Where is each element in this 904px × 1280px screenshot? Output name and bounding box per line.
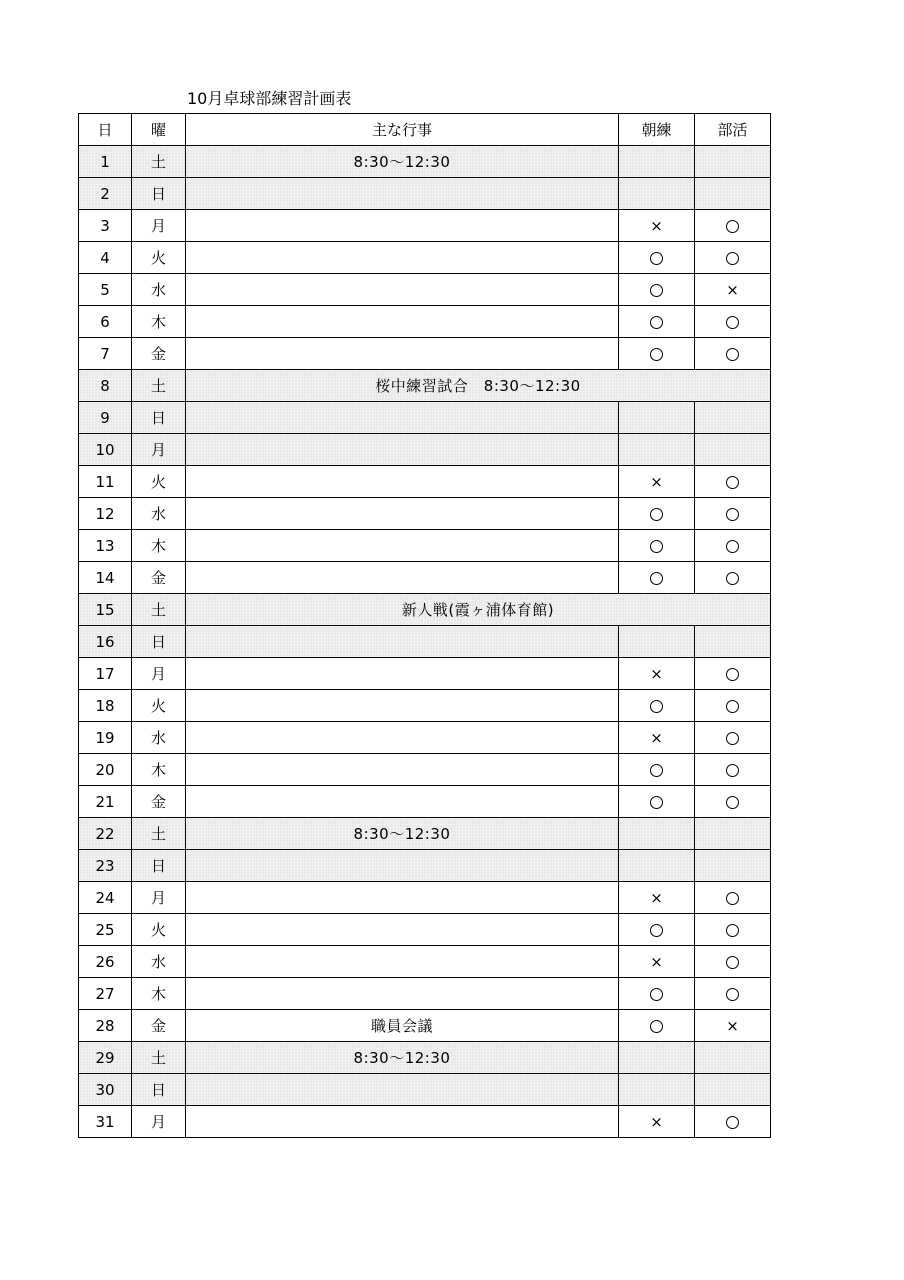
club-activity-cell	[695, 978, 771, 1010]
club-activity-cell	[695, 1010, 771, 1042]
weekday-cell: 日	[132, 402, 186, 434]
weekday-cell: 土	[132, 146, 186, 178]
event-cell: 桜中練習試合 8:30〜12:30	[186, 370, 771, 402]
day-cell: 26	[79, 946, 132, 978]
circle-mark-icon	[650, 252, 663, 265]
day-cell: 17	[79, 658, 132, 690]
circle-mark-icon	[726, 796, 739, 809]
morning-practice-cell	[619, 850, 695, 882]
circle-mark-icon	[726, 700, 739, 713]
club-activity-cell	[695, 274, 771, 306]
event-cell	[186, 562, 619, 594]
table-row	[79, 402, 771, 434]
circle-mark-icon	[650, 764, 663, 777]
club-activity-cell	[695, 850, 771, 882]
table-row	[79, 338, 771, 370]
day-cell: 10	[79, 434, 132, 466]
circle-mark-icon	[726, 572, 739, 585]
morning-practice-cell	[619, 658, 695, 690]
cross-mark-icon: ×	[650, 952, 663, 971]
table-row	[79, 466, 771, 498]
morning-practice-cell	[619, 146, 695, 178]
day-cell: 2	[79, 178, 132, 210]
morning-practice-cell	[619, 178, 695, 210]
weekday-cell: 水	[132, 946, 186, 978]
morning-practice-cell	[619, 562, 695, 594]
circle-mark-icon	[726, 988, 739, 1001]
morning-practice-cell	[619, 434, 695, 466]
weekday-cell: 金	[132, 786, 186, 818]
morning-practice-cell	[619, 242, 695, 274]
weekday-cell: 金	[132, 562, 186, 594]
morning-practice-cell	[619, 754, 695, 786]
weekday-cell: 日	[132, 1074, 186, 1106]
circle-mark-icon	[650, 508, 663, 521]
morning-practice-cell	[619, 690, 695, 722]
day-cell: 27	[79, 978, 132, 1010]
weekday-cell: 土	[132, 818, 186, 850]
table-row	[79, 1106, 771, 1138]
weekday-cell: 月	[132, 882, 186, 914]
table-row	[79, 946, 771, 978]
day-cell: 3	[79, 210, 132, 242]
table-row	[79, 882, 771, 914]
circle-mark-icon	[726, 476, 739, 489]
event-cell	[186, 626, 619, 658]
circle-mark-icon	[650, 572, 663, 585]
event-cell	[186, 946, 619, 978]
circle-mark-icon	[726, 252, 739, 265]
circle-mark-icon	[726, 924, 739, 937]
circle-mark-icon	[726, 316, 739, 329]
circle-mark-icon	[650, 1020, 663, 1033]
circle-mark-icon	[650, 700, 663, 713]
day-cell: 16	[79, 626, 132, 658]
header-row	[79, 114, 771, 146]
club-activity-cell	[695, 562, 771, 594]
cross-mark-icon: ×	[650, 472, 663, 491]
day-cell: 1	[79, 146, 132, 178]
day-cell: 9	[79, 402, 132, 434]
event-cell	[186, 722, 619, 754]
day-cell: 24	[79, 882, 132, 914]
day-cell: 14	[79, 562, 132, 594]
circle-mark-icon	[726, 732, 739, 745]
day-cell: 7	[79, 338, 132, 370]
club-activity-cell	[695, 882, 771, 914]
club-activity-cell	[695, 306, 771, 338]
table-row	[79, 850, 771, 882]
day-cell: 29	[79, 1042, 132, 1074]
circle-mark-icon	[650, 316, 663, 329]
day-cell: 18	[79, 690, 132, 722]
table-row	[79, 274, 771, 306]
morning-practice-cell	[619, 402, 695, 434]
header-day: 日	[79, 114, 132, 146]
circle-mark-icon	[650, 348, 663, 361]
day-cell: 13	[79, 530, 132, 562]
day-cell: 31	[79, 1106, 132, 1138]
event-cell	[186, 402, 619, 434]
event-cell	[186, 1106, 619, 1138]
day-cell: 28	[79, 1010, 132, 1042]
event-cell	[186, 690, 619, 722]
event-cell	[186, 754, 619, 786]
weekday-cell: 月	[132, 210, 186, 242]
club-activity-cell	[695, 434, 771, 466]
weekday-cell: 金	[132, 338, 186, 370]
morning-practice-cell	[619, 210, 695, 242]
morning-practice-cell	[619, 786, 695, 818]
table-body	[79, 146, 771, 1138]
circle-mark-icon	[726, 1116, 739, 1129]
table-row	[79, 818, 771, 850]
table-row	[79, 786, 771, 818]
circle-mark-icon	[650, 796, 663, 809]
club-activity-cell	[695, 1074, 771, 1106]
event-cell	[186, 1074, 619, 1106]
weekday-cell: 日	[132, 850, 186, 882]
practice-plan-table	[78, 113, 771, 1138]
club-activity-cell	[695, 530, 771, 562]
event-cell	[186, 882, 619, 914]
weekday-cell: 水	[132, 722, 186, 754]
morning-practice-cell	[619, 1042, 695, 1074]
morning-practice-cell	[619, 626, 695, 658]
header-club-activity: 部活	[695, 114, 771, 146]
cross-mark-icon: ×	[650, 728, 663, 747]
table-row	[79, 722, 771, 754]
weekday-cell: 日	[132, 178, 186, 210]
table-row	[79, 306, 771, 338]
event-cell: 8:30〜12:30	[186, 1042, 619, 1074]
circle-mark-icon	[726, 892, 739, 905]
morning-practice-cell	[619, 306, 695, 338]
event-cell	[186, 178, 619, 210]
circle-mark-icon	[726, 668, 739, 681]
table-row	[79, 1074, 771, 1106]
event-cell: 職員会議	[186, 1010, 619, 1042]
morning-practice-cell	[619, 914, 695, 946]
morning-practice-cell	[619, 338, 695, 370]
weekday-cell: 木	[132, 978, 186, 1010]
club-activity-cell	[695, 626, 771, 658]
table-row	[79, 146, 771, 178]
weekday-cell: 土	[132, 594, 186, 626]
circle-mark-icon	[726, 764, 739, 777]
club-activity-cell	[695, 146, 771, 178]
event-cell	[186, 306, 619, 338]
table-row	[79, 754, 771, 786]
event-cell	[186, 498, 619, 530]
circle-mark-icon	[726, 348, 739, 361]
circle-mark-icon	[726, 220, 739, 233]
weekday-cell: 金	[132, 1010, 186, 1042]
club-activity-cell	[695, 338, 771, 370]
club-activity-cell	[695, 818, 771, 850]
day-cell: 30	[79, 1074, 132, 1106]
event-cell	[186, 434, 619, 466]
day-cell: 23	[79, 850, 132, 882]
event-cell	[186, 338, 619, 370]
club-activity-cell	[695, 786, 771, 818]
club-activity-cell	[695, 754, 771, 786]
club-activity-cell	[695, 466, 771, 498]
club-activity-cell	[695, 722, 771, 754]
day-cell: 25	[79, 914, 132, 946]
document-title: 10月卓球部練習計画表	[187, 89, 352, 108]
header-events: 主な行事	[186, 114, 619, 146]
morning-practice-cell	[619, 722, 695, 754]
morning-practice-cell	[619, 1010, 695, 1042]
day-cell: 21	[79, 786, 132, 818]
weekday-cell: 月	[132, 658, 186, 690]
event-cell	[186, 274, 619, 306]
morning-practice-cell	[619, 818, 695, 850]
weekday-cell: 月	[132, 434, 186, 466]
morning-practice-cell	[619, 1074, 695, 1106]
day-cell: 4	[79, 242, 132, 274]
day-cell: 20	[79, 754, 132, 786]
weekday-cell: 水	[132, 498, 186, 530]
weekday-cell: 木	[132, 306, 186, 338]
cross-mark-icon: ×	[650, 216, 663, 235]
weekday-cell: 月	[132, 1106, 186, 1138]
circle-mark-icon	[650, 924, 663, 937]
event-cell: 新人戦(霞ヶ浦体育館)	[186, 594, 771, 626]
day-cell: 19	[79, 722, 132, 754]
cross-mark-icon: ×	[726, 280, 739, 299]
weekday-cell: 木	[132, 530, 186, 562]
club-activity-cell	[695, 914, 771, 946]
club-activity-cell	[695, 1042, 771, 1074]
circle-mark-icon	[650, 988, 663, 1001]
table-row	[79, 978, 771, 1010]
event-cell	[186, 850, 619, 882]
event-cell	[186, 786, 619, 818]
day-cell: 8	[79, 370, 132, 402]
morning-practice-cell	[619, 978, 695, 1010]
weekday-cell: 火	[132, 242, 186, 274]
table-row	[79, 1010, 771, 1042]
event-cell	[186, 658, 619, 690]
morning-practice-cell	[619, 466, 695, 498]
event-cell	[186, 242, 619, 274]
morning-practice-cell	[619, 498, 695, 530]
weekday-cell: 火	[132, 690, 186, 722]
day-cell: 11	[79, 466, 132, 498]
table-row	[79, 658, 771, 690]
morning-practice-cell	[619, 530, 695, 562]
club-activity-cell	[695, 242, 771, 274]
weekday-cell: 火	[132, 914, 186, 946]
event-cell	[186, 978, 619, 1010]
morning-practice-cell	[619, 882, 695, 914]
cross-mark-icon: ×	[650, 1112, 663, 1131]
weekday-cell: 土	[132, 1042, 186, 1074]
event-cell	[186, 530, 619, 562]
day-cell: 12	[79, 498, 132, 530]
event-cell	[186, 914, 619, 946]
weekday-cell: 火	[132, 466, 186, 498]
table-row	[79, 210, 771, 242]
cross-mark-icon: ×	[650, 888, 663, 907]
circle-mark-icon	[726, 956, 739, 969]
club-activity-cell	[695, 498, 771, 530]
table-row	[79, 690, 771, 722]
cross-mark-icon: ×	[726, 1016, 739, 1035]
club-activity-cell	[695, 658, 771, 690]
club-activity-cell	[695, 946, 771, 978]
club-activity-cell	[695, 690, 771, 722]
table-row	[79, 530, 771, 562]
club-activity-cell	[695, 178, 771, 210]
table-row	[79, 562, 771, 594]
weekday-cell: 土	[132, 370, 186, 402]
table-row	[79, 370, 771, 402]
table-row	[79, 178, 771, 210]
table-row	[79, 1042, 771, 1074]
weekday-cell: 日	[132, 626, 186, 658]
club-activity-cell	[695, 1106, 771, 1138]
weekday-cell: 水	[132, 274, 186, 306]
circle-mark-icon	[726, 508, 739, 521]
morning-practice-cell	[619, 946, 695, 978]
table-row	[79, 594, 771, 626]
circle-mark-icon	[650, 284, 663, 297]
event-cell: 8:30〜12:30	[186, 146, 619, 178]
weekday-cell: 木	[132, 754, 186, 786]
day-cell: 5	[79, 274, 132, 306]
morning-practice-cell	[619, 1106, 695, 1138]
circle-mark-icon	[650, 540, 663, 553]
table-row	[79, 498, 771, 530]
morning-practice-cell	[619, 274, 695, 306]
table-row	[79, 242, 771, 274]
table-row	[79, 914, 771, 946]
day-cell: 6	[79, 306, 132, 338]
table-row	[79, 626, 771, 658]
day-cell: 22	[79, 818, 132, 850]
event-cell: 8:30〜12:30	[186, 818, 619, 850]
circle-mark-icon	[726, 540, 739, 553]
club-activity-cell	[695, 402, 771, 434]
event-cell	[186, 466, 619, 498]
cross-mark-icon: ×	[650, 664, 663, 683]
table-row	[79, 434, 771, 466]
club-activity-cell	[695, 210, 771, 242]
day-cell: 15	[79, 594, 132, 626]
event-cell	[186, 210, 619, 242]
header-weekday: 曜	[132, 114, 186, 146]
header-morning-practice: 朝練	[619, 114, 695, 146]
